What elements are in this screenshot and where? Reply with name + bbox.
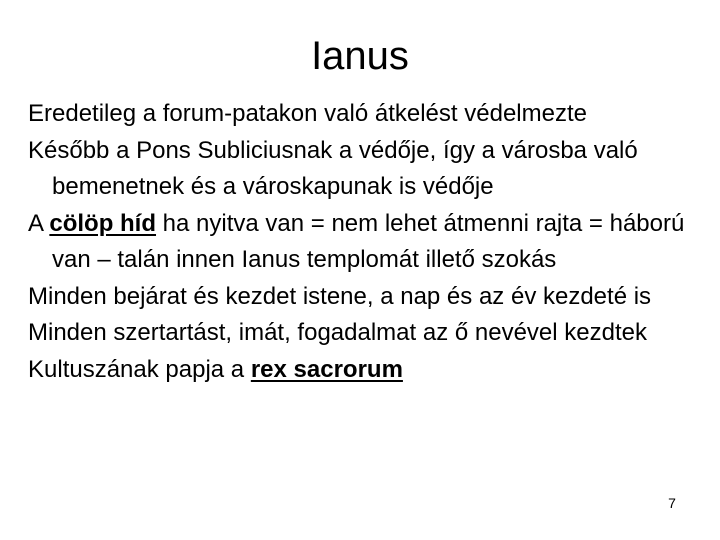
paragraph-rituals: Minden szertartást, imát, fogadalmat az ő nevével kezdtek — [28, 319, 647, 346]
pile-bridge-term: cölöp híd — [49, 209, 157, 237]
paragraph-priest-intro: Kultuszának papja a — [28, 355, 251, 383]
page-number: 7 — [668, 495, 676, 511]
slide-body — [28, 96, 708, 388]
paragraph-pile-bridge — [28, 206, 708, 279]
rex-sacrorum-term: rex sacrorum — [250, 355, 403, 383]
paragraph-crossing: Eredetileg a forum-patakon való átkelést védelmezte — [28, 100, 587, 127]
paragraph-pile-bridge-rest: ha nyitva van = nem lehet átmenni rajta = háború van – talán innen Ianus templomát illető szokás — [52, 209, 685, 273]
paragraph-god-of-beginnings: Minden bejárat és kezdet istene, a nap és az év kezdeté is — [28, 282, 652, 310]
slide-title: Ianus — [311, 34, 409, 78]
paragraph-priest — [28, 352, 708, 389]
paragraph-pons-sublicius: Később a Pons Subliciusnak a védője, így a városba való bemenetnek és a városkapunak is védője — [28, 136, 638, 200]
paragraph-pile-bridge-intro: A — [28, 209, 50, 237]
